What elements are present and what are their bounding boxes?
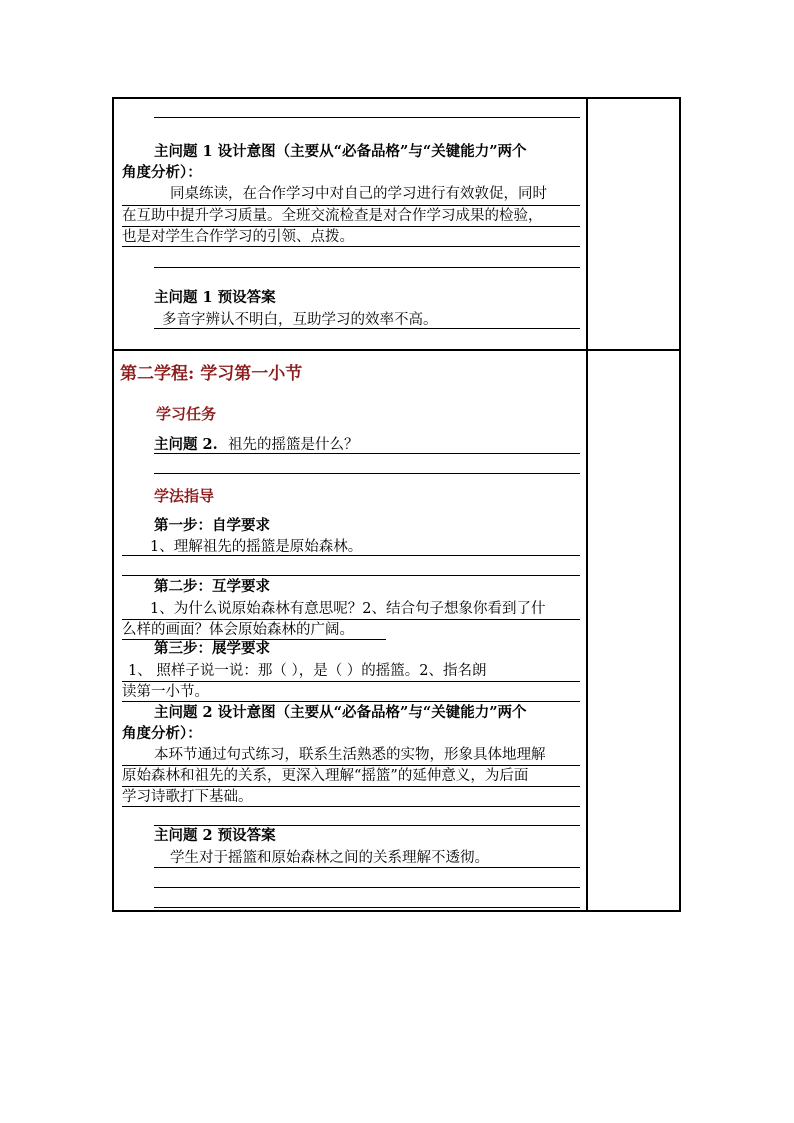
design-intent-title: 主问题 1 设计意图（主要从“必备品格”与“关键能力”两个: [154, 143, 527, 160]
design-text: 学习诗歌打下基础。: [122, 789, 253, 805]
design-text: 同桌练读，在合作学习中对自己的学习进行有效敦促，同时: [170, 186, 547, 202]
answer-line: [122, 806, 580, 807]
step3-title: 第三步：展学要求: [154, 640, 270, 657]
answer-line: [122, 701, 580, 702]
preset-answer-title: 主问题 1 预设答案: [154, 289, 276, 306]
answer-line: [122, 246, 580, 247]
design-intent-title: 主问题 2 设计意图（主要从“必备品格”与“关键能力”两个: [154, 704, 527, 721]
section1-cell: [114, 99, 586, 349]
design-text: 原始森林和祖先的关系，更深入理解“摇篮”的延伸意义，为后面: [122, 768, 529, 784]
main-question-text: 祖先的摇篮是什么？: [228, 437, 359, 453]
answer-line: [154, 907, 580, 908]
step1-title: 第一步：自学要求: [154, 517, 270, 534]
design-intent-title-cont: 角度分析）：: [122, 164, 202, 181]
main-question-label: 主问题 2.: [154, 436, 218, 453]
answer-line: [154, 328, 580, 329]
lesson-plan-table: [112, 97, 681, 912]
answer-line: [154, 867, 580, 868]
design-text: 在互助中提升学习质量。全班交流检查是对合作学习成果的检验，: [122, 208, 543, 224]
answer-line: [154, 887, 580, 888]
design-text: 本环节通过句式练习，联系生活熟悉的实物，形象具体地理解: [154, 747, 546, 763]
preset-answer-text: 学生对于摇篮和原始森林之间的关系理解不透彻。: [170, 850, 489, 866]
answer-line: [154, 453, 580, 454]
column-divider: [586, 99, 588, 910]
answer-line: [154, 117, 580, 118]
method-heading: 学法指导: [154, 487, 215, 505]
section-heading: 第二学程: 学习第一小节: [120, 364, 303, 384]
answer-line: [122, 575, 580, 576]
answer-line: [122, 555, 580, 556]
step2-title: 第二步：互学要求: [154, 578, 270, 595]
answer-line: [154, 473, 580, 474]
design-intent-title-cont: 角度分析）：: [122, 725, 202, 742]
preset-answer-text: 多音字辨认不明白，互助学习的效率不高。: [162, 312, 438, 328]
step2-text: 1、为什么说原始森林有意思呢？2、结合句子想象你看到了什: [150, 601, 546, 617]
section2-cell: [114, 351, 586, 912]
step1-text: 1、理解祖先的摇篮是原始森林。: [150, 539, 363, 555]
task-heading: 学习任务: [156, 405, 217, 423]
step2-text: 么样的画面？体会原始森林的广阔。: [122, 622, 354, 638]
answer-line: [154, 267, 580, 268]
step3-text: 1、 照样子说一说：那（ ），是（ ）的摇篮。2、指名朗: [128, 663, 487, 679]
preset-answer-title: 主问题 2 预设答案: [154, 827, 276, 844]
design-text: 也是对学生合作学习的引领、点拨。: [122, 229, 354, 245]
step3-text: 读第一小节。: [122, 684, 209, 700]
